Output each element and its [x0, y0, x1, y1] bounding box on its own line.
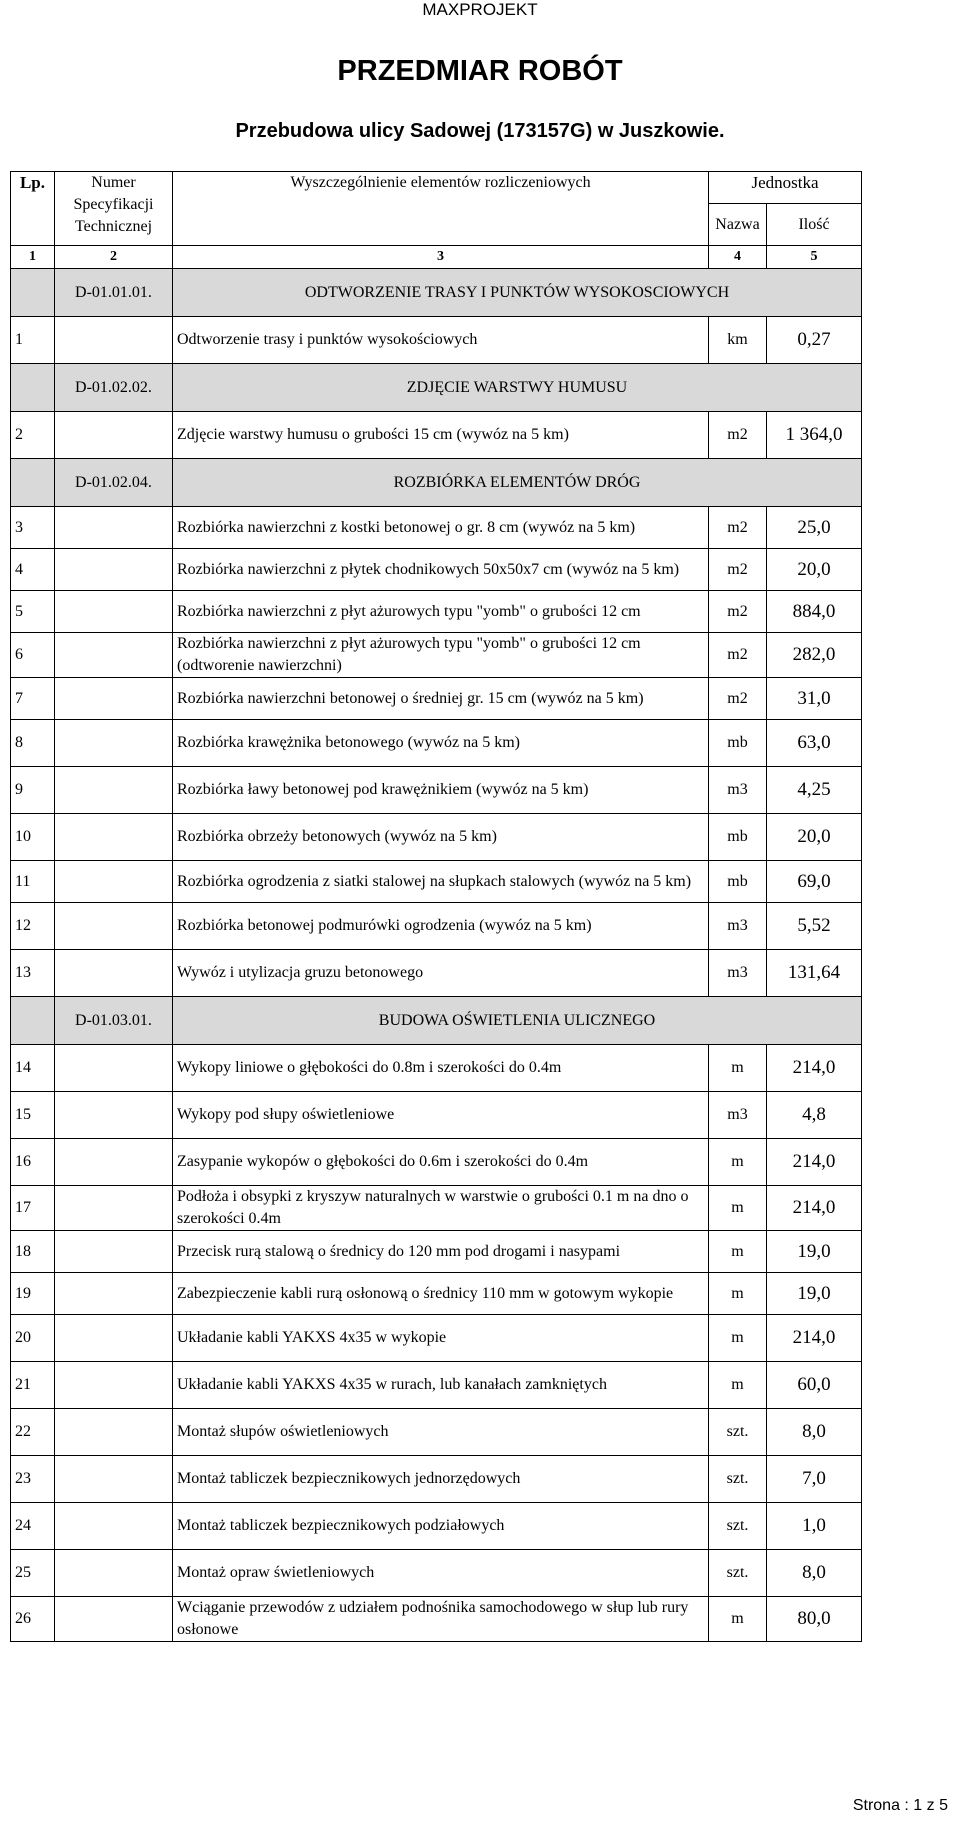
section-name: BUDOWA OŚWIETLENIA ULICZNEGO	[173, 997, 862, 1045]
item-spec	[55, 950, 173, 997]
column-number-row	[11, 246, 862, 269]
item-quantity: 8,0	[767, 1550, 862, 1597]
item-lp: 12	[11, 903, 55, 950]
table-row	[11, 317, 862, 364]
item-quantity: 214,0	[767, 1139, 862, 1186]
item-unit: m	[709, 1186, 767, 1231]
item-description: Wykopy liniowe o głębokości do 0.8m i szerokości do 0.4m	[173, 1045, 709, 1092]
item-lp: 23	[11, 1456, 55, 1503]
item-lp: 14	[11, 1045, 55, 1092]
item-unit: km	[709, 317, 767, 364]
item-quantity: 214,0	[767, 1045, 862, 1092]
item-quantity: 63,0	[767, 720, 862, 767]
section-name: ODTWORZENIE TRASY I PUNKTÓW WYSOKOSCIOWYCH	[173, 269, 862, 317]
item-spec	[55, 412, 173, 459]
section-code: D-01.02.04.	[55, 459, 173, 507]
header-qty: Ilość	[767, 204, 862, 246]
item-spec	[55, 317, 173, 364]
item-quantity: 69,0	[767, 861, 862, 903]
item-quantity: 60,0	[767, 1362, 862, 1409]
table-row	[11, 903, 862, 950]
item-description: Rozbiórka nawierzchni z płyt ażurowych typu "yomb" o grubości 12 cm	[173, 591, 709, 633]
item-lp: 22	[11, 1409, 55, 1456]
table-row	[11, 950, 862, 997]
item-unit: m3	[709, 767, 767, 814]
item-description: Montaż tabliczek bezpiecznikowych jednorzędowych	[173, 1456, 709, 1503]
table-header-row	[11, 172, 862, 204]
item-lp: 11	[11, 861, 55, 903]
section-code: D-01.03.01.	[55, 997, 173, 1045]
item-description: Rozbiórka nawierzchni betonowej o średniej gr. 15 cm (wywóz na 5 km)	[173, 678, 709, 720]
item-description: Rozbiórka nawierzchni z płyt ażurowych typu "yomb" o grubości 12 cm (odtworenie nawierzchni)	[173, 633, 709, 678]
table-row	[11, 1231, 862, 1273]
item-unit: m3	[709, 1092, 767, 1139]
item-description: Zdjęcie warstwy humusu o grubości 15 cm (wywóz na 5 km)	[173, 412, 709, 459]
header-lp: Lp.	[11, 172, 55, 246]
item-spec	[55, 903, 173, 950]
item-quantity: 20,0	[767, 814, 862, 861]
table-row	[11, 767, 862, 814]
item-unit: m	[709, 1273, 767, 1315]
item-unit: szt.	[709, 1503, 767, 1550]
item-unit: m	[709, 1362, 767, 1409]
table-row	[11, 1186, 862, 1231]
table-row	[11, 1092, 862, 1139]
table-row	[11, 1409, 862, 1456]
table-row	[11, 1273, 862, 1315]
item-spec	[55, 1273, 173, 1315]
item-quantity: 1,0	[767, 1503, 862, 1550]
item-spec	[55, 1092, 173, 1139]
item-quantity: 8,0	[767, 1409, 862, 1456]
item-unit: m2	[709, 591, 767, 633]
item-lp: 16	[11, 1139, 55, 1186]
item-description: Odtworzenie trasy i punktów wysokościowych	[173, 317, 709, 364]
item-description: Układanie kabli YAKXS 4x35 w rurach, lub kanałach zamkniętych	[173, 1362, 709, 1409]
column-number: 4	[709, 246, 767, 269]
item-spec	[55, 1045, 173, 1092]
item-description: Rozbiórka betonowej podmurówki ogrodzenia (wywóz na 5 km)	[173, 903, 709, 950]
item-spec	[55, 1597, 173, 1642]
table-row	[11, 861, 862, 903]
item-spec	[55, 720, 173, 767]
table-row	[11, 1362, 862, 1409]
section-lp-cell	[11, 269, 55, 317]
item-unit: m2	[709, 549, 767, 591]
section-name: ZDJĘCIE WARSTWY HUMUSU	[173, 364, 862, 412]
item-quantity: 4,25	[767, 767, 862, 814]
item-lp: 7	[11, 678, 55, 720]
item-quantity: 80,0	[767, 1597, 862, 1642]
item-unit: m2	[709, 678, 767, 720]
item-unit: m	[709, 1597, 767, 1642]
item-description: Wciąganie przewodów z udziałem podnośnika samochodowego w słup lub rury osłonowe	[173, 1597, 709, 1642]
item-lp: 2	[11, 412, 55, 459]
item-description: Rozbiórka nawierzchni z kostki betonowej o gr. 8 cm (wywóz na 5 km)	[173, 507, 709, 549]
item-spec	[55, 1456, 173, 1503]
item-quantity: 4,8	[767, 1092, 862, 1139]
item-unit: mb	[709, 861, 767, 903]
item-lp: 26	[11, 1597, 55, 1642]
table-row	[11, 1045, 862, 1092]
item-description: Układanie kabli YAKXS 4x35 w wykopie	[173, 1315, 709, 1362]
item-unit: szt.	[709, 1409, 767, 1456]
header-unit: Nazwa	[709, 204, 767, 246]
item-description: Wykopy pod słupy oświetleniowe	[173, 1092, 709, 1139]
table-row	[11, 1503, 862, 1550]
item-lp: 21	[11, 1362, 55, 1409]
column-number: 2	[55, 246, 173, 269]
item-description: Zasypanie wykopów o głębokości do 0.6m i szerokości do 0.4m	[173, 1139, 709, 1186]
section-row	[11, 269, 862, 317]
item-quantity: 1 364,0	[767, 412, 862, 459]
item-spec	[55, 1315, 173, 1362]
item-description: Rozbiórka ogrodzenia z siatki stalowej na słupkach stalowych (wywóz na 5 km)	[173, 861, 709, 903]
item-description: Montaż opraw świetleniowych	[173, 1550, 709, 1597]
table-row	[11, 678, 862, 720]
item-lp: 13	[11, 950, 55, 997]
company-name: MAXPROJEKT	[422, 0, 538, 19]
item-lp: 1	[11, 317, 55, 364]
item-spec	[55, 861, 173, 903]
table-row	[11, 412, 862, 459]
table-row	[11, 1597, 862, 1642]
item-unit: szt.	[709, 1550, 767, 1597]
section-lp-cell	[11, 997, 55, 1045]
item-description: Rozbiórka krawężnika betonowego (wywóz na 5 km)	[173, 720, 709, 767]
item-quantity: 25,0	[767, 507, 862, 549]
section-row	[11, 364, 862, 412]
table-row	[11, 633, 862, 678]
item-lp: 18	[11, 1231, 55, 1273]
table-row	[11, 549, 862, 591]
table-row	[11, 720, 862, 767]
section-row	[11, 459, 862, 507]
section-lp-cell	[11, 459, 55, 507]
item-spec	[55, 767, 173, 814]
item-quantity: 214,0	[767, 1186, 862, 1231]
item-quantity: 0,27	[767, 317, 862, 364]
table-row	[11, 1550, 862, 1597]
item-quantity: 214,0	[767, 1315, 862, 1362]
item-description: Wywóz i utylizacja gruzu betonowego	[173, 950, 709, 997]
item-description: Przecisk rurą stalową o średnicy do 120 mm pod drogami i nasypami	[173, 1231, 709, 1273]
page-number: Strona : 1 z 5	[852, 1797, 948, 1814]
item-unit: mb	[709, 720, 767, 767]
item-quantity: 19,0	[767, 1273, 862, 1315]
header-spec: Numer Specyfikacji Technicznej	[55, 172, 173, 246]
item-spec	[55, 591, 173, 633]
item-lp: 17	[11, 1186, 55, 1231]
table-row	[11, 814, 862, 861]
item-quantity: 282,0	[767, 633, 862, 678]
item-description: Rozbiórka obrzeży betonowych (wywóz na 5 km)	[173, 814, 709, 861]
header-desc: Wyszczególnienie elementów rozliczeniowych	[173, 172, 709, 246]
item-unit: m	[709, 1315, 767, 1362]
column-number: 5	[767, 246, 862, 269]
item-lp: 3	[11, 507, 55, 549]
item-quantity: 5,52	[767, 903, 862, 950]
item-lp: 5	[11, 591, 55, 633]
item-description: Zabezpieczenie kabli rurą osłonową o średnicy 110 mm w gotowym wykopie	[173, 1273, 709, 1315]
item-unit: m3	[709, 903, 767, 950]
item-unit: m	[709, 1045, 767, 1092]
item-unit: m	[709, 1231, 767, 1273]
table-row	[11, 1139, 862, 1186]
item-spec	[55, 1503, 173, 1550]
item-quantity: 19,0	[767, 1231, 862, 1273]
item-spec	[55, 1186, 173, 1231]
item-lp: 20	[11, 1315, 55, 1362]
table-row	[11, 1315, 862, 1362]
item-quantity: 31,0	[767, 678, 862, 720]
item-unit: mb	[709, 814, 767, 861]
item-spec	[55, 1409, 173, 1456]
item-lp: 6	[11, 633, 55, 678]
item-lp: 8	[11, 720, 55, 767]
section-lp-cell	[11, 364, 55, 412]
item-spec	[55, 507, 173, 549]
item-spec	[55, 1550, 173, 1597]
item-description: Montaż słupów oświetleniowych	[173, 1409, 709, 1456]
column-number: 1	[11, 246, 55, 269]
item-unit: szt.	[709, 1456, 767, 1503]
table-row	[11, 1456, 862, 1503]
column-number: 3	[173, 246, 709, 269]
item-quantity: 20,0	[767, 549, 862, 591]
item-quantity: 7,0	[767, 1456, 862, 1503]
item-description: Podłoża i obsypki z kryszyw naturalnych w warstwie o grubości 0.1 m na dno o szerokości 0.4m	[173, 1186, 709, 1231]
item-lp: 9	[11, 767, 55, 814]
item-unit: m2	[709, 507, 767, 549]
section-code: D-01.02.02.	[55, 364, 173, 412]
item-lp: 10	[11, 814, 55, 861]
item-lp: 19	[11, 1273, 55, 1315]
item-spec	[55, 1231, 173, 1273]
item-quantity: 131,64	[767, 950, 862, 997]
section-name: ROZBIÓRKA ELEMENTÓW DRÓG	[173, 459, 862, 507]
bill-of-quantities-table	[10, 171, 862, 1642]
item-lp: 24	[11, 1503, 55, 1550]
item-quantity: 884,0	[767, 591, 862, 633]
table-row	[11, 591, 862, 633]
table-row	[11, 507, 862, 549]
item-description: Rozbiórka nawierzchni z płytek chodnikowych 50x50x7 cm (wywóz na 5 km)	[173, 549, 709, 591]
item-spec	[55, 678, 173, 720]
item-lp: 15	[11, 1092, 55, 1139]
item-lp: 4	[11, 549, 55, 591]
item-description: Rozbiórka ławy betonowej pod krawężnikiem (wywóz na 5 km)	[173, 767, 709, 814]
item-unit: m3	[709, 950, 767, 997]
item-unit: m2	[709, 633, 767, 678]
header-unit-group: Jednostka	[709, 172, 862, 204]
document-title: PRZEDMIAR ROBÓT	[337, 55, 623, 87]
item-spec	[55, 549, 173, 591]
item-lp: 25	[11, 1550, 55, 1597]
item-spec	[55, 1362, 173, 1409]
document-subtitle: Przebudowa ulicy Sadowej (173157G) w Juszkowie.	[235, 120, 725, 142]
section-code: D-01.01.01.	[55, 269, 173, 317]
item-description: Montaż tabliczek bezpiecznikowych podziałowych	[173, 1503, 709, 1550]
item-spec	[55, 633, 173, 678]
item-unit: m	[709, 1139, 767, 1186]
item-spec	[55, 814, 173, 861]
item-spec	[55, 1139, 173, 1186]
item-unit: m2	[709, 412, 767, 459]
section-row	[11, 997, 862, 1045]
